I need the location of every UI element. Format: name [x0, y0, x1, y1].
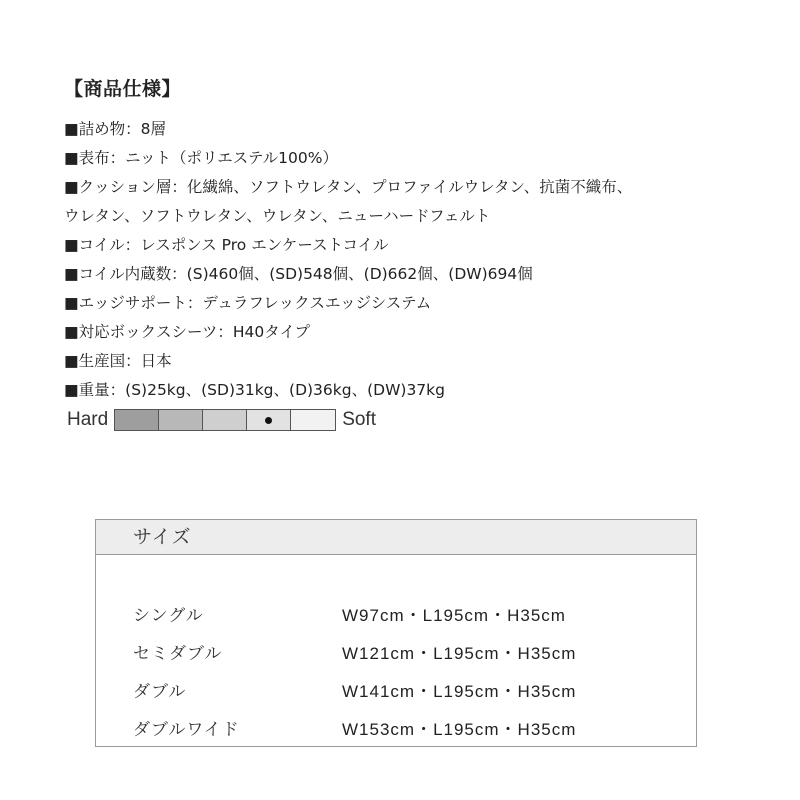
size-name: ダブルワイド — [133, 719, 240, 740]
firmness-segment-5 — [291, 410, 335, 430]
spec-line-coil: ■コイル：レスポンス Pro エンケーストコイル — [64, 236, 389, 254]
size-table-header: サイズ — [96, 520, 696, 555]
firmness-segment-1 — [115, 410, 159, 430]
firmness-segment-2 — [159, 410, 203, 430]
firmness-segment-3 — [203, 410, 247, 430]
spec-list — [64, 115, 764, 405]
firmness-scale — [67, 407, 376, 433]
firmness-bar — [114, 409, 336, 431]
spec-line-weight: ■重量：(S)25kg、(SD)31kg、(D)36kg、(DW)37kg — [64, 381, 445, 399]
size-row-semi-double — [96, 632, 696, 670]
size-row-double-wide — [96, 708, 696, 746]
size-row-single — [96, 594, 696, 632]
firmness-soft-label: Soft — [342, 409, 376, 430]
size-row-double — [96, 670, 696, 708]
spec-line-cushion-layers-cont: ウレタン、ソフトウレタン、ウレタン、ニューハードフェルト — [64, 207, 491, 225]
spec-line-filling: ■詰め物：8層 — [64, 120, 167, 138]
firmness-marker-icon — [265, 417, 272, 424]
size-table-rows — [96, 555, 696, 746]
size-dimensions: W97cm・L195cm・H35cm — [342, 605, 566, 625]
spec-line-box-sheet: ■対応ボックスシーツ：H40タイプ — [64, 323, 310, 341]
spec-line-cushion-layers: ■クッション層：化繊綿、ソフトウレタン、プロファイルウレタン、抗菌不織布、 — [64, 178, 633, 196]
size-name: シングル — [133, 605, 204, 626]
firmness-segment-4 — [247, 410, 291, 430]
size-dimensions: W153cm・L195cm・H35cm — [342, 719, 577, 739]
spec-line-coil-count: ■コイル内蔵数：(S)460個、(SD)548個、(D)662個、(DW)694個 — [64, 265, 533, 283]
spec-line-edge-support: ■エッジサポート：デュラフレックスエッジシステム — [64, 294, 432, 312]
spec-line-origin: ■生産国：日本 — [64, 352, 172, 370]
spec-title: 【商品仕様】 — [64, 78, 182, 100]
size-table — [95, 519, 697, 747]
spec-line-fabric: ■表布：ニット（ポリエステル100%） — [64, 149, 338, 167]
size-dimensions: W121cm・L195cm・H35cm — [342, 643, 577, 663]
firmness-hard-label: Hard — [67, 409, 109, 430]
size-name: ダブル — [133, 681, 187, 702]
size-dimensions: W141cm・L195cm・H35cm — [342, 681, 577, 701]
size-name: セミダブル — [133, 643, 223, 664]
